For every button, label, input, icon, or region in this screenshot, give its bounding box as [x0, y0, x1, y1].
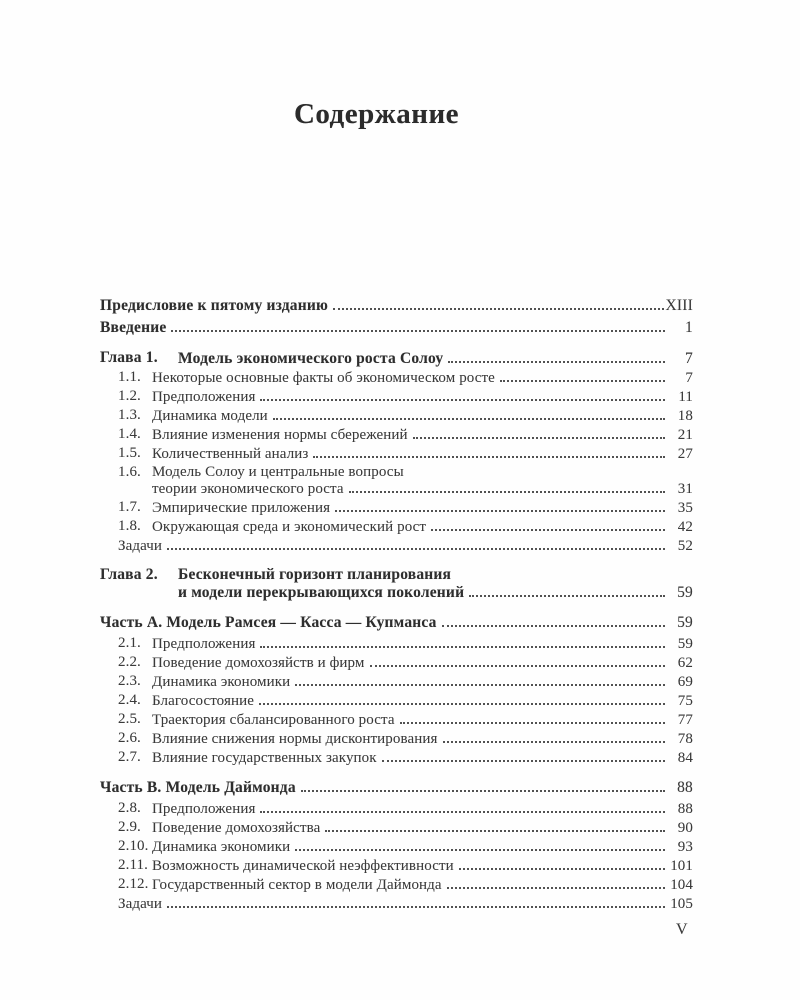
toc-entry	[118, 407, 693, 426]
entry-title: Возможность динамической неэффективности	[152, 858, 454, 874]
toc-entry	[118, 857, 693, 876]
entry-line	[152, 388, 693, 407]
toc-entry	[100, 566, 693, 603]
entry-line	[152, 654, 693, 673]
entry-body	[152, 819, 693, 838]
toc-entry	[100, 317, 693, 339]
entry-page-number: 27	[677, 446, 693, 462]
entry-title: Государственный сектор в модели Даймонда	[152, 877, 442, 893]
entry-number: 2.11.	[118, 857, 148, 873]
entry-number: 1.4.	[118, 426, 141, 442]
toc-entry	[118, 673, 693, 692]
entry-title: Эмпирические приложения	[152, 500, 331, 516]
entry-number: 1.3.	[118, 407, 141, 423]
toc-entry	[100, 295, 693, 317]
entry-body	[100, 295, 693, 317]
toc-entry	[118, 388, 693, 407]
entry-title: Влияние снижения нормы дисконтирования	[152, 731, 438, 747]
entry-line	[152, 445, 693, 464]
entry-body	[152, 388, 693, 407]
entry-body	[152, 635, 693, 654]
entry-body	[118, 537, 693, 556]
entry-number: Глава 1.	[100, 349, 158, 366]
page-content	[100, 0, 693, 914]
entry-number: 2.7.	[118, 749, 141, 765]
entry-title: Задачи	[118, 538, 163, 554]
dot-leader	[349, 491, 665, 493]
entry-title: Предисловие к пятому изданию	[100, 297, 329, 314]
toc-entry	[118, 537, 693, 556]
entry-page-number: 84	[677, 750, 693, 766]
entry-number: 1.1.	[118, 369, 141, 385]
entry-line	[152, 730, 693, 749]
entry-body	[152, 711, 693, 730]
entry-page-number: 88	[677, 779, 693, 796]
toc-entry	[118, 876, 693, 895]
entry-page-number: 59	[677, 584, 693, 601]
entry-body	[152, 464, 693, 499]
entry-number: 1.2.	[118, 388, 141, 404]
dot-leader	[370, 665, 665, 667]
entry-number: 1.8.	[118, 518, 141, 534]
entry-line	[152, 838, 693, 857]
entry-body	[178, 349, 693, 369]
entry-body	[152, 800, 693, 819]
entry-page-number: 42	[677, 519, 693, 535]
entry-page-number: 7	[685, 370, 693, 386]
entry-line	[152, 876, 693, 895]
dot-leader	[260, 646, 665, 648]
dot-leader	[442, 625, 665, 627]
entry-body	[152, 654, 693, 673]
toc-list	[100, 295, 693, 914]
toc-entry	[118, 499, 693, 518]
entry-page-number: 69	[677, 674, 693, 690]
entry-page-number: 21	[677, 427, 693, 443]
entry-body	[152, 857, 693, 876]
entry-title: Количественный анализ	[152, 446, 309, 462]
entry-page-number: XIII	[665, 297, 693, 314]
entry-title: Траектория сбалансированного роста	[152, 712, 395, 728]
entry-number: 2.8.	[118, 800, 141, 816]
toc-entry	[118, 635, 693, 654]
entry-body	[100, 317, 693, 339]
entry-page-number: 18	[677, 408, 693, 424]
entry-title: Предположения	[152, 389, 256, 405]
entry-page-number: 59	[677, 614, 693, 631]
entry-line	[152, 857, 693, 876]
entry-page-number: 35	[677, 500, 693, 516]
toc-entry	[118, 464, 693, 499]
entry-title: Поведение домохозяйства	[152, 820, 321, 836]
entry-page-number: 77	[677, 712, 693, 728]
entry-body	[152, 730, 693, 749]
entry-body	[152, 369, 693, 388]
page-footer-number: V	[676, 921, 689, 938]
entry-page-number: 7	[685, 350, 693, 367]
entry-page-number: 105	[670, 896, 693, 912]
dot-leader	[413, 437, 665, 439]
entry-title: Влияние государственных закупок	[152, 750, 377, 766]
entry-number: 2.2.	[118, 654, 141, 670]
entry-body	[152, 426, 693, 445]
entry-number: 2.5.	[118, 711, 141, 727]
entry-line	[100, 613, 693, 633]
dot-leader	[400, 722, 665, 724]
toc-entry	[118, 369, 693, 388]
entry-body	[152, 692, 693, 711]
entry-page-number: 101	[670, 858, 693, 874]
entry-body	[152, 876, 693, 895]
entry-line	[152, 711, 693, 730]
dot-leader	[273, 418, 665, 420]
toc-entry	[118, 518, 693, 537]
entry-body	[152, 749, 693, 768]
entry-line	[152, 499, 693, 518]
entry-line	[118, 895, 693, 914]
entry-body	[152, 499, 693, 518]
toc-entry	[118, 895, 693, 914]
entry-title: Благосостояние	[152, 693, 254, 709]
entry-line	[152, 426, 693, 445]
entry-line	[100, 295, 693, 317]
toc-entry	[118, 730, 693, 749]
dot-leader	[335, 510, 665, 512]
entry-number: 2.10.	[118, 838, 149, 854]
entry-page-number: 88	[677, 801, 693, 817]
dot-leader	[295, 849, 665, 851]
dot-leader	[333, 308, 663, 310]
entry-number: Глава 2.	[100, 566, 158, 583]
entry-number: 2.4.	[118, 692, 141, 708]
entry-line	[152, 800, 693, 819]
toc-entry	[118, 711, 693, 730]
dot-leader	[382, 760, 665, 762]
dot-leader	[171, 330, 665, 332]
entry-title: Часть В. Модель Даймонда	[100, 779, 296, 796]
entry-body	[152, 838, 693, 857]
dot-leader	[447, 887, 665, 889]
toc-entry	[100, 778, 693, 798]
entry-title: и модели перекрывающихся поколений	[178, 584, 465, 601]
entry-title: Динамика экономики	[152, 839, 291, 855]
toc-entry	[100, 349, 693, 369]
dot-leader	[500, 380, 665, 382]
entry-title: Введение	[100, 319, 167, 336]
entry-line	[152, 407, 693, 426]
dot-leader	[469, 595, 665, 597]
entry-title: Поведение домохозяйств и фирм	[152, 655, 365, 671]
dot-leader	[259, 703, 665, 705]
entry-line	[152, 749, 693, 768]
entry-page-number: 78	[677, 731, 693, 747]
dot-leader	[167, 906, 665, 908]
dot-leader	[295, 684, 665, 686]
entry-line	[152, 369, 693, 388]
entry-line	[100, 778, 693, 798]
toc-entry	[118, 838, 693, 857]
entry-number: 2.9.	[118, 819, 141, 835]
entry-page-number: 75	[677, 693, 693, 709]
entry-line	[178, 583, 693, 603]
entry-line	[178, 349, 693, 369]
entry-title: Задачи	[118, 896, 163, 912]
entry-page-number: 104	[670, 877, 693, 893]
entry-number: 2.3.	[118, 673, 141, 689]
entry-page-number: 52	[677, 538, 693, 554]
toc-entry	[118, 692, 693, 711]
entry-body	[100, 613, 693, 633]
dot-leader	[260, 399, 665, 401]
entry-page-number: 93	[677, 839, 693, 855]
toc-entry	[118, 654, 693, 673]
entry-title: Динамика модели	[152, 408, 268, 424]
entry-title: Окружающая среда и экономический рост	[152, 519, 427, 535]
entry-page-number: 59	[677, 636, 693, 652]
dot-leader	[459, 868, 665, 870]
dot-leader	[448, 361, 665, 363]
entry-number: 2.12.	[118, 876, 149, 892]
entry-line	[100, 317, 693, 339]
dot-leader	[301, 790, 665, 792]
entry-line	[152, 673, 693, 692]
dot-leader	[443, 741, 666, 743]
entry-line	[152, 464, 693, 480]
entry-title: Динамика экономики	[152, 674, 291, 690]
entry-title: Модель Солоу и центральные вопросы	[152, 464, 404, 480]
entry-line	[152, 518, 693, 537]
page-title: Содержание	[293, 98, 460, 130]
entry-number: 1.5.	[118, 445, 141, 461]
toc-entry	[100, 613, 693, 633]
entry-title: Бесконечный горизонт планирования	[178, 566, 452, 583]
entry-line	[178, 566, 693, 583]
entry-number: 2.6.	[118, 730, 141, 746]
entry-page-number: 11	[678, 389, 693, 405]
dot-leader	[167, 548, 665, 550]
entry-number: 1.7.	[118, 499, 141, 515]
entry-title: Модель экономического роста Солоу	[178, 350, 444, 367]
entry-title: Влияние изменения нормы сбережений	[152, 427, 408, 443]
entry-title: Предположения	[152, 801, 256, 817]
entry-body	[152, 407, 693, 426]
entry-body	[100, 778, 693, 798]
entry-line	[152, 480, 693, 499]
entry-number: 1.6.	[118, 464, 141, 480]
entry-title: Часть А. Модель Рамсея — Касса — Купманса	[100, 614, 437, 631]
dot-leader	[260, 811, 665, 813]
entry-line	[152, 819, 693, 838]
entry-page-number: 31	[677, 481, 693, 497]
entry-number: 2.1.	[118, 635, 141, 651]
entry-title: Предположения	[152, 636, 256, 652]
entry-page-number: 62	[677, 655, 693, 671]
toc-entry	[118, 800, 693, 819]
toc-entry	[118, 749, 693, 768]
toc-entry	[118, 445, 693, 464]
entry-body	[152, 673, 693, 692]
dot-leader	[431, 529, 665, 531]
entry-body	[178, 566, 693, 603]
entry-line	[152, 692, 693, 711]
entry-page-number: 1	[685, 319, 693, 336]
entry-page-number: 90	[677, 820, 693, 836]
entry-body	[152, 445, 693, 464]
entry-line	[152, 635, 693, 654]
entry-line	[118, 537, 693, 556]
toc-entry	[118, 426, 693, 445]
dot-leader	[325, 830, 665, 832]
toc-entry	[118, 819, 693, 838]
entry-title: Некоторые основные факты об экономическом росте	[152, 370, 495, 386]
entry-title: теории экономического роста	[152, 481, 344, 497]
entry-body	[152, 518, 693, 537]
entry-body	[118, 895, 693, 914]
dot-leader	[313, 456, 665, 458]
